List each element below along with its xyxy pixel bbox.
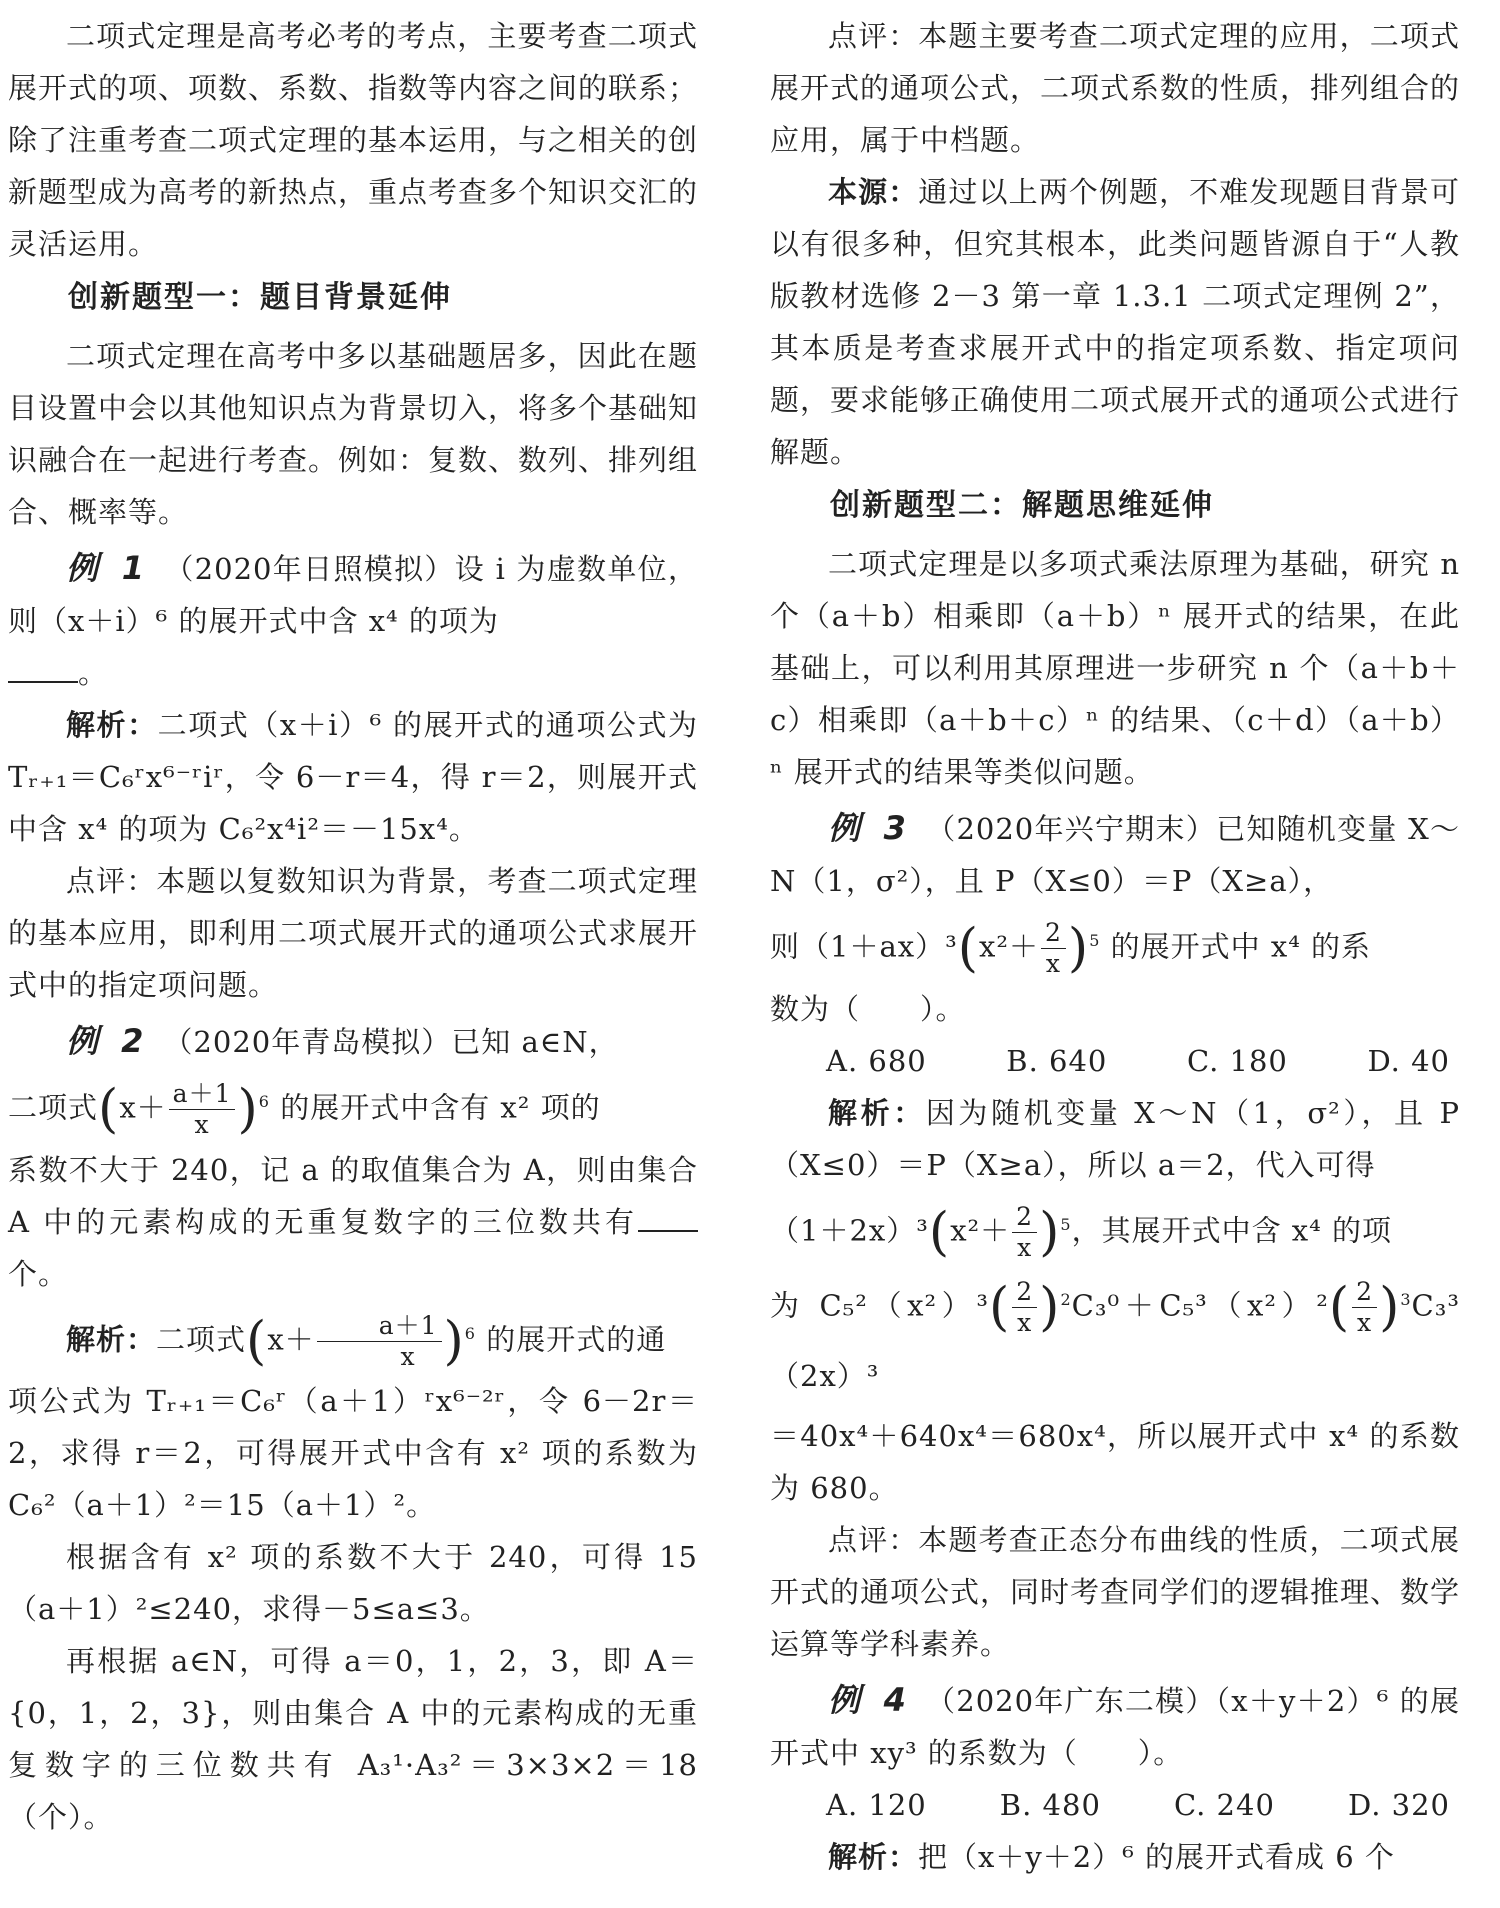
paren-close-5: ) <box>1039 1277 1061 1338</box>
fraction-denominator-3: x <box>1045 949 1062 979</box>
expansion-mid: C₃⁰＋C₅³（x²）² <box>1071 1288 1329 1323</box>
solution-2-pre: 二项式 <box>156 1322 247 1357</box>
fraction-numerator-5: 2 <box>1012 1277 1037 1308</box>
solution-3-rest: ＝40x⁴＋640x⁴＝680x⁴，所以展开式中 x⁴ 的系数为 680。 <box>770 1418 1460 1505</box>
example-3-comment: 点评：本题考查正态分布曲线的性质，二项式展开式的通项公式，同时考查同学们的逻辑推理、数学运算等学科素养。 <box>770 1522 1461 1661</box>
option-d-4: D. 320 <box>1347 1787 1450 1822</box>
example-4 <box>770 1674 1460 1779</box>
exponent: 6 <box>258 1092 270 1111</box>
example-2-end: 个。 <box>8 1256 69 1291</box>
example-2 <box>8 1015 698 1068</box>
solution-label: 解析： <box>66 708 158 742</box>
fraction-denominator: x <box>194 1110 210 1140</box>
paren-open-3: ( <box>957 918 980 979</box>
solution-2-post: 的展开式的通 <box>486 1322 667 1357</box>
example-3 <box>770 802 1460 907</box>
solution-label-4: 解析： <box>828 1839 919 1874</box>
section-2-paragraph: 二项式定理是以多项式乘法原理为基础，研究 n 个（a＋b）相乘即（a＋b）ⁿ 展开式的结果，在此基础上，可以利用其原理进一步研究 n 个（a＋b＋c）相乘即（a＋b＋c）ⁿ 的结果、（c＋d）（a＋b）ⁿ 展开式的结果等类似问题。 <box>770 547 1460 789</box>
solution-4-text: 把（x＋y＋2）⁶ 的展开式看成 6 个 <box>918 1839 1395 1874</box>
fraction-numerator-3: 2 <box>1041 918 1066 949</box>
example-1-tag: 例 1 <box>66 549 151 587</box>
source-paragraph <box>770 166 1460 478</box>
solution-3-expansion-line <box>770 1266 1460 1410</box>
fraction-numerator-2: a＋1 <box>317 1311 442 1342</box>
example-2-solution-p2: 根据含有 x² 项的系数不大于 240，可得 15（a＋1）²≤240，求得－5≤a≤3。 <box>8 1540 698 1627</box>
example-3-fraction <box>1041 918 1066 979</box>
option-d: D. 40 <box>1367 1043 1450 1078</box>
example-2-tag: 例 2 <box>66 1022 150 1060</box>
source-label: 本源： <box>828 175 919 209</box>
paren-close-3: ) <box>1067 918 1090 979</box>
example-2-rest <box>8 1144 698 1300</box>
example-1-text: （2020年日照模拟）设 i 为虚数单位，则（x＋i）⁶ 的展开式中含 x⁴ 的项为 <box>8 552 698 638</box>
exponent-6: 3 <box>1400 1290 1412 1310</box>
example-3-pre: 则（1＋ax）³ <box>770 929 958 964</box>
solution-label-2: 解析： <box>66 1322 157 1357</box>
example-2-rest-text: 系数不大于 240，记 a 的取值集合为 A，则由集合 A 中的元素构成的无重复数字的三位数共有 <box>8 1152 698 1239</box>
example-1-end: 。 <box>78 656 109 690</box>
exponent-5: 2 <box>1060 1290 1072 1310</box>
example-2-fraction <box>169 1079 236 1140</box>
expansion-fraction-2 <box>1352 1277 1377 1338</box>
right-column <box>770 10 1460 1883</box>
example-2-post: 的展开式中含有 x² 项的 <box>280 1090 601 1125</box>
answer-blank-2 <box>638 1200 698 1232</box>
solution-2-fraction <box>317 1311 442 1372</box>
fraction-numerator-4: 2 <box>1012 1202 1037 1233</box>
source-text: 通过以上两个例题，不难发现题目背景可以有很多种，但究其根本，此类问题皆源自于“人教版教材选修 2－3 第一章 1.3.1 二项式定理例 2”，其本质是考查求展开式中的指定项系数、指定项问题，要求能够正确使用二项式展开式的通项公式进行解题。 <box>770 175 1461 469</box>
example-4-solution <box>770 1831 1460 1883</box>
solution-3-fraction <box>1012 1202 1037 1263</box>
fraction-denominator-2: x <box>400 1341 416 1371</box>
exponent-4: 5 <box>1060 1214 1072 1234</box>
section-heading-1: 创新题型一：题目背景延伸 <box>68 280 452 315</box>
example-1-comment: 点评：本题以复数知识为背景，考查二项式定理的基本应用，即利用二项式展开式的通项公式求展开式中的指定项问题。 <box>8 864 699 1002</box>
section-1-paragraph: 二项式定理在高考中多以基础题居多，因此在题目设置中会以其他知识点为背景切入，将多个基础知识融合在一起进行考查。例如：复数、数列、排列组合、概率等。 <box>8 339 699 529</box>
solution-3-pre: （1＋2x）³ <box>770 1213 929 1248</box>
option-c: C. 180 <box>1186 1043 1288 1078</box>
x2-plus: x²＋ <box>979 929 1040 964</box>
example-2-solution-p3: 再根据 a∈N，可得 a＝0，1，2，3，即 A＝{0，1，2，3}，则由集合 A 中的元素构成的无重复数字的三位数共有 A₃¹·A₃²＝3×3×2＝18（个）。 <box>8 1644 698 1835</box>
example-2-solution <box>8 1300 698 1376</box>
section-heading-2: 创新题型二：解题思维延伸 <box>830 488 1214 523</box>
example-2-formula-line <box>8 1068 698 1144</box>
paren-open-5: ( <box>988 1277 1011 1338</box>
example-3-formula-line <box>770 907 1460 983</box>
expansion-post: C₃³（2x）³ <box>770 1288 1460 1393</box>
fraction-denominator-4: x <box>1017 1232 1033 1262</box>
example-4-options <box>770 1779 1460 1831</box>
fraction-denominator-5: x <box>1017 1308 1033 1338</box>
option-b: B. 640 <box>1006 1043 1108 1078</box>
paren-close: ) <box>237 1079 259 1140</box>
example-3-line4: 数为（ ）。 <box>770 991 966 1026</box>
example-3-tag: 例 3 <box>828 809 912 847</box>
example-1-solution <box>8 699 698 855</box>
solution-3-text: 因为随机变量 X～N（1，σ²），且 P（X≤0）＝P（X≥a），所以 a＝2，代入可得 <box>770 1095 1460 1182</box>
exponent-2: 6 <box>464 1323 476 1343</box>
example-3-text: （2020年兴宁期末）已知随机变量 X～N（1，σ²），且 P（X≤0）＝P（X≥a）， <box>770 812 1460 898</box>
solution-label-3: 解析： <box>828 1095 926 1130</box>
example-2-line1: （2020年青岛模拟）已知 a∈N， <box>163 1025 619 1059</box>
paren-open-4: ( <box>928 1202 951 1263</box>
example-1-solution-text: 二项式（x＋i）⁶ 的展开式的通项公式为 Tᵣ₊₁＝C₆ʳx⁶⁻ʳiʳ，令 6－r＝4，得 r＝2，则展开式中含 x⁴ 的项为 C₆²x⁴i²＝－15x⁴。 <box>8 708 698 846</box>
example-2-comment: 点评：本题主要考查二项式定理的应用，二项式展开式的通项公式，二项式系数的性质，排列组合的应用，属于中档题。 <box>770 19 1461 157</box>
fraction-denominator-6: x <box>1357 1308 1373 1338</box>
paren-close-4: ) <box>1039 1202 1061 1263</box>
intro-paragraph: 二项式定理是高考必考的考点，主要考查二项式展开式的项、项数、系数、指数等内容之间的联系；除了注重考查二项式定理的基本运用，与之相关的创新题型成为高考的新热点，重点考查多个知识交汇的灵活运用。 <box>8 19 699 261</box>
example-4-text: （2020年广东二模）（x＋y＋2）⁶ 的展开式中 xy³ 的系数为（ ）。 <box>770 1683 1460 1770</box>
example-4-tag: 例 4 <box>828 1680 912 1719</box>
left-column <box>8 10 698 1843</box>
example-2-pre: 二项式 <box>8 1090 99 1125</box>
x-plus-2: x＋ <box>267 1322 315 1357</box>
solution-3-post: ，其展开式中含 x⁴ 的项 <box>1071 1213 1392 1248</box>
paren-open-2: ( <box>246 1311 268 1372</box>
fraction-numerator-6: 2 <box>1352 1277 1377 1308</box>
x-plus: x＋ <box>119 1090 167 1125</box>
paren-close-6: ) <box>1379 1277 1401 1338</box>
paren-close-2: ) <box>443 1311 465 1372</box>
expansion-fraction-1 <box>1012 1277 1037 1338</box>
option-c-4: C. 240 <box>1173 1787 1275 1822</box>
example-1 <box>8 542 698 699</box>
example-3-post: 的展开式中 x⁴ 的系 <box>1110 929 1372 964</box>
fraction-numerator: a＋1 <box>169 1079 236 1110</box>
paren-open-6: ( <box>1328 1277 1351 1338</box>
x2-plus-2: x²＋ <box>950 1213 1011 1248</box>
example-2-solution-rest: 项公式为 Tᵣ₊₁＝C₆ʳ（a＋1）ʳx⁶⁻²ʳ，令 6－2r＝2，求得 r＝2，可得展开式中含有 x² 项的系数为 C₆²（a＋1）²＝15（a＋1）²。 <box>8 1384 698 1523</box>
answer-blank <box>8 651 78 683</box>
expansion-pre: 为 C₅²（x²）³ <box>770 1288 989 1323</box>
paren-open: ( <box>98 1079 120 1140</box>
example-3-options <box>770 1035 1460 1087</box>
option-b-4: B. 480 <box>999 1787 1101 1822</box>
option-a-4: A. 120 <box>826 1787 927 1822</box>
option-a: A. 680 <box>826 1043 927 1078</box>
exponent-3: 5 <box>1089 931 1101 950</box>
example-3-solution <box>770 1087 1460 1191</box>
solution-3-formula-line <box>770 1191 1460 1267</box>
